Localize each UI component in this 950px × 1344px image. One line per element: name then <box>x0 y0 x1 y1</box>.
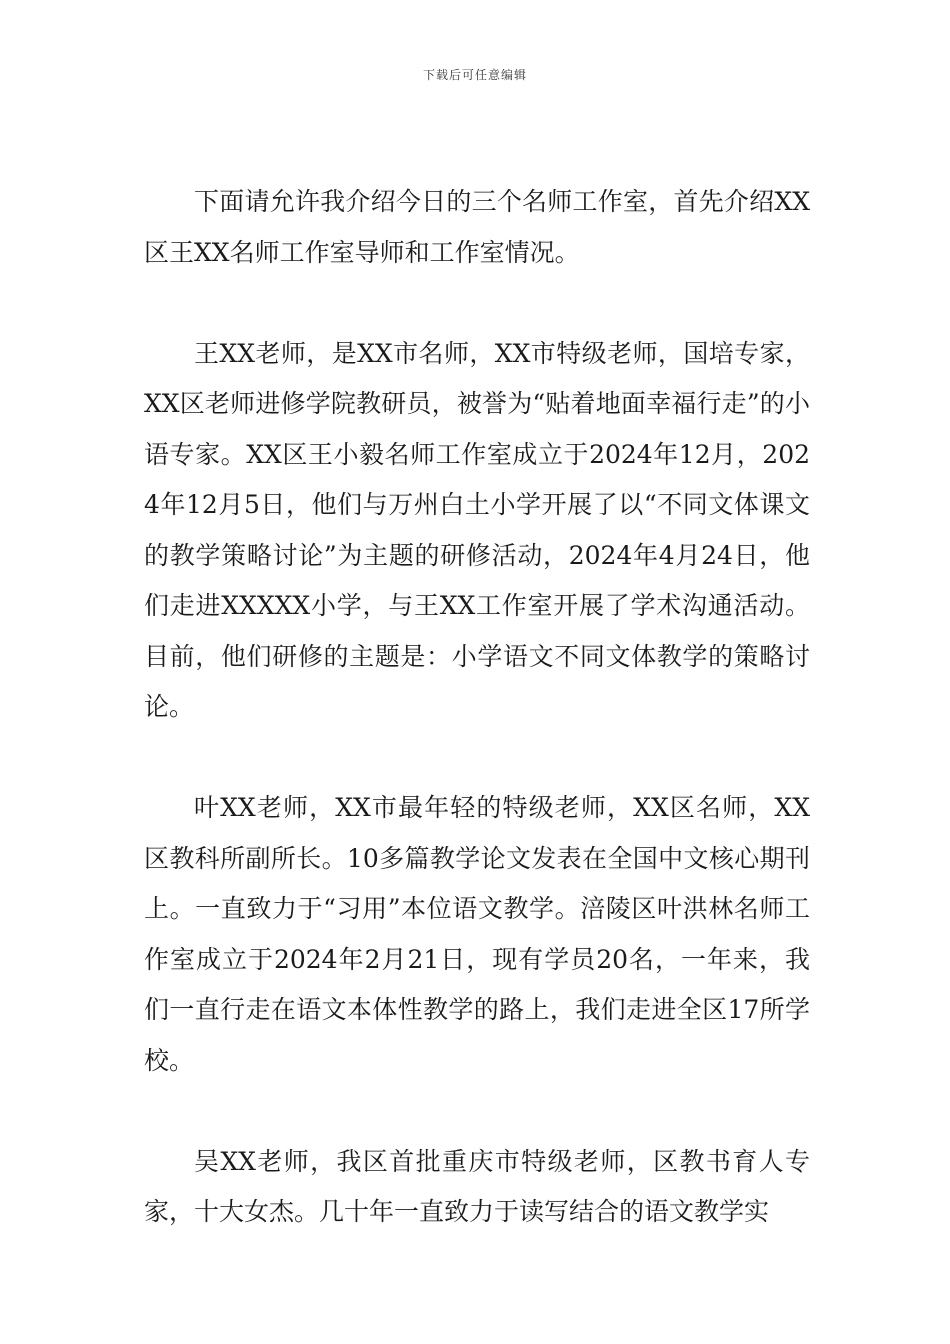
paragraph-teacher-wang: 王XX老师，是XX市名师，XX市特级老师，国培专家，XX区老师进修学院教研员，被誉为“贴着地面幸福行走”的小语专家。XX区王小毅名师工作室成立于2024年12月，2024年12月5日，他们与万州白土小学开展了以“不同文体课文的教学策略讨论”为主题的研修活动，2024年4月24日，他们走进XXXXX小学，与王XX工作室开展了学术沟通活动。目前，他们研修的主题是：小学语文不同文体教学的策略讨论。 <box>144 338 810 721</box>
paragraph-teacher-wu: 吴XX老师，我区首批重庆市特级老师，区教书育人专家，十大女杰。几十年一直致力于读写结合的语文教学实 <box>144 1146 810 1226</box>
page-header-note: 下载后可任意编辑 <box>422 68 527 82</box>
paragraph-teacher-ye: 叶XX老师，XX市最年轻的特级老师，XX区名师，XX区教科所副所长。10多篇教学论文发表在全国中文核心期刊上。一直致力于“习用”本位语文教学。涪陵区叶洪林名师工作室成立于2024年2月21日，现有学员20名，一年来，我们一直行走在语文本体性教学的路上，我们走进全区17所学校。 <box>144 793 810 1075</box>
document-body <box>144 177 810 1238</box>
paragraph-intro: 下面请允许我介绍今日的三个名师工作室，首先介绍XX区王XX名师工作室导师和工作室情况。 <box>144 187 810 267</box>
